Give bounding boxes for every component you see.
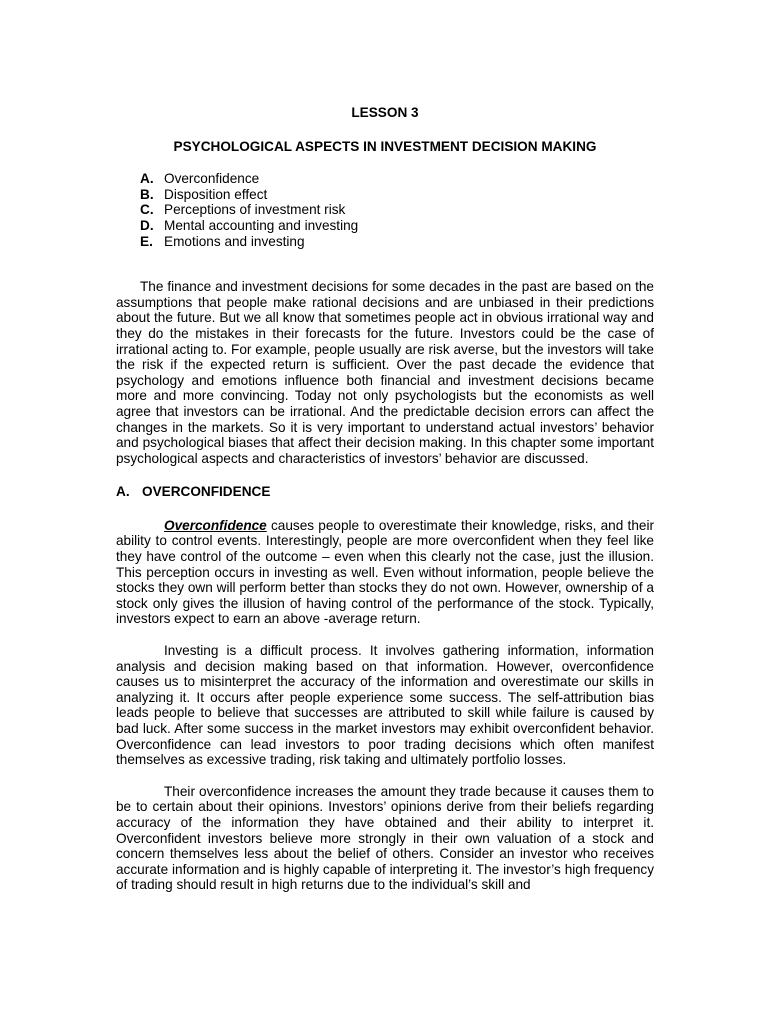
list-item-letter: E. [140, 233, 153, 249]
list-item-text: Mental accounting and investing [164, 217, 359, 233]
overconfidence-paragraph-1 [116, 518, 654, 627]
page-title: PSYCHOLOGICAL ASPECTS IN INVESTMENT DECISION MAKING [173, 138, 597, 154]
section-heading [116, 484, 654, 500]
list-item-text: Disposition effect [164, 186, 268, 202]
section-letter: A. [116, 484, 130, 500]
list-item-text: Emotions and investing [164, 233, 305, 249]
topic-list [116, 171, 654, 249]
overconfidence-paragraph-2: Investing is a difficult process. It involves gathering information, information analysis and decision making based on that information. However, overconfidence causes us to misinterpret the accuracy of the information and overestimate our skills in analyzing it. It occurs after people experience some success. The self-attribution bias leads people to believe that successes are attributed to skill while failure is caused by bad luck. After some success in the market investors may exhibit overconfident behavior. Overconfidence can lead investors to poor trading decisions which often manifest themselves as excessive trading, risk taking and ultimately portfolio losses. [116, 643, 654, 768]
list-item-letter: B. [140, 186, 154, 202]
term-overconfidence: Overconfidence [164, 517, 267, 533]
section-title: OVERCONFIDENCE [142, 484, 271, 500]
lesson-label: LESSON 3 [351, 105, 419, 120]
list-item [140, 218, 654, 234]
list-item [140, 234, 654, 250]
list-item-text: Overconfidence [164, 171, 260, 187]
list-item-letter: C. [140, 202, 154, 218]
intro-paragraph: The finance and investment decisions for some decades in the past are based on the assumptions that people make rational decisions and are unbiased in their predictions about the future. But we all know that sometimes people act in obvious irrational way and they do the mistakes in their forecasts for the future. Investors could be the case of irrational acting to. For example, people usually are risk averse, but the investors will take the risk if the expected return is sufficient. Over the past decade the evidence that psychology and emotions influence both financial and investment decisions became more and more convincing. Today not only psychologists but the economists as well agree that investors can be irrational. And the predictable decision errors can affect the changes in the markets. So it is very important to understand actual investors’ behavior and psychological biases that affect their decision making. In this chapter some important psychological aspects and characteristics of investors’ behavior are discussed. [116, 279, 654, 466]
overconfidence-paragraph-3: Their overconfidence increases the amount they trade because it causes them to be to certain about their opinions. Investors’ opinions derive from their beliefs regarding accuracy of the information they have obtained and their ability to interpret it. Overconfident investors believe more strongly in their own valuation of a stock and concern themselves less about the belief of others. Consider an investor who receives accurate information and is highly capable of interpreting it. The investor’s high frequency of trading should result in high returns due to the individual’s skill and [116, 783, 654, 893]
list-item [140, 171, 654, 187]
paragraph-text: causes people to overestimate their knowledge, risks, and their ability to control events. Interestingly, people are more overconfident when they feel like they have control of the outcome – even when this clearly not the case, just the illusion. This perception occurs in investing as well. Even without information, people believe the stocks they own will perform better than stocks they do not own. However, ownership of a stock only gives the illusion of having control of the performance of the stock. Typically, investors expect to earn an above -average return. [116, 517, 654, 627]
list-item-text: Perceptions of investment risk [164, 202, 346, 218]
list-item [140, 202, 654, 218]
list-item [140, 187, 654, 203]
list-item-letter: A. [140, 171, 154, 187]
list-item-letter: D. [140, 217, 154, 233]
